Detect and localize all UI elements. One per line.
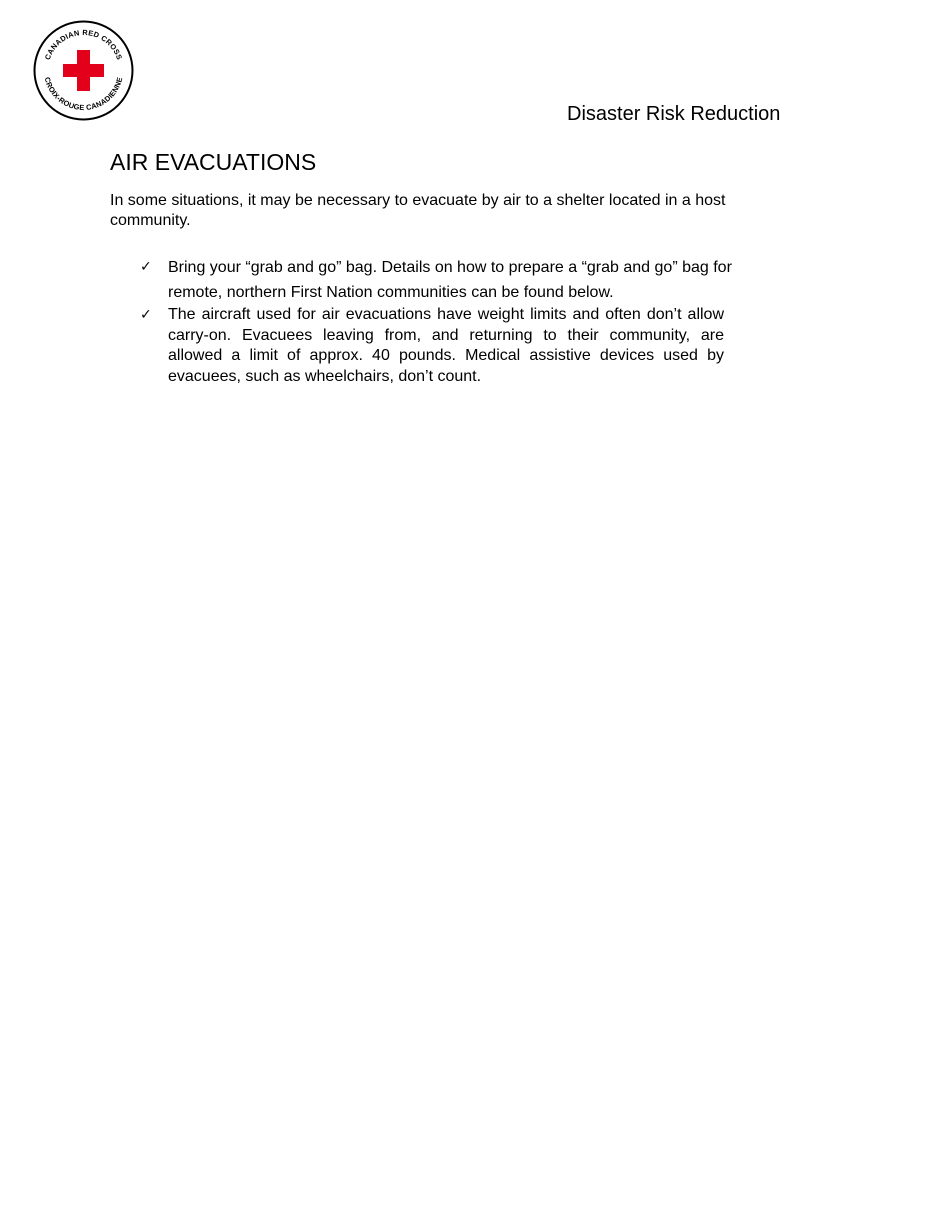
intro-paragraph: In some situations, it may be necessary to evacuate by air to a shelter located in a host community. [110, 192, 726, 229]
list-item [140, 255, 750, 305]
check-icon: ✓ [140, 307, 152, 323]
logo-bottom-text: CROIX-ROUGE CANADIENNE [42, 76, 125, 113]
section-heading: AIR EVACUATIONS [110, 149, 317, 175]
header-title: Disaster Risk Reduction [567, 103, 781, 125]
red-cross-emblem-icon [33, 20, 134, 121]
check-icon: ✓ [140, 259, 152, 275]
list-item [140, 305, 724, 387]
bullet-list [140, 255, 750, 387]
bullet-text: The aircraft used for air evacuations have weight limits and often don’t allow carry-on. Evacuees leaving from, and returning to their community, are allowed a limit of approx. 40 pounds. Medical assistive devices used by evacuees, such as wheelchairs, don’t count. [168, 306, 724, 385]
logo-top-text: CANADIAN RED CROSS [42, 27, 125, 62]
red-cross-logo [33, 20, 134, 121]
bullet-text: Bring your “grab and go” bag. Details on how to prepare a “grab and go” bag for remote, northern First Nation communities can be found below. [168, 259, 732, 301]
